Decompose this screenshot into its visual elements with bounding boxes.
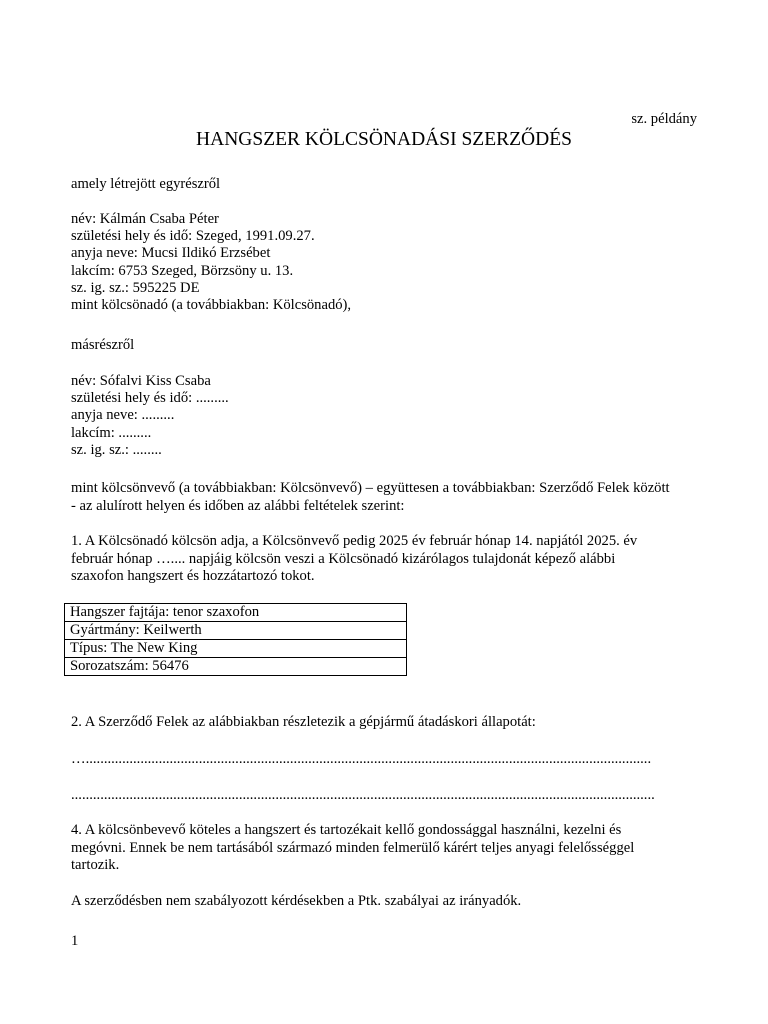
table-row <box>65 640 407 658</box>
other-side-text: másrészről <box>71 337 135 353</box>
parties-line: mint kölcsönvevő (a továbbiakban: Kölcsönvevő) – együttesen a továbbiakban: Szerződő Felek között <box>71 480 670 496</box>
lender-id: sz. ig. sz.: 595225 DE <box>71 279 200 296</box>
borrower-id: sz. ig. sz.: ........ <box>71 441 162 458</box>
borrower-birth: születési hely és idő: ......... <box>71 390 229 407</box>
section-1-line: szaxofon hangszert és hozzátartozó tokot. <box>71 568 315 584</box>
table-row <box>65 658 407 676</box>
borrower-mother: anyja neve: ......... <box>71 407 175 424</box>
parties-line: - az alulírott helyen és időben az alábbi feltételek szerint: <box>71 497 405 514</box>
lender-mother: anyja neve: Mucsi Ildikó Erzsébet <box>71 245 271 262</box>
condition-fill-line-1: …........................................................................................................................................................... <box>71 751 652 767</box>
document-title: HANGSZER KÖLCSÖNADÁSI SZERZŐDÉS <box>196 129 572 150</box>
section-1-line: 1. A Kölcsönadó kölcsön adja, a Kölcsönvevő pedig 2025 év február hónap 14. napjától 2025. év <box>71 533 638 549</box>
closing-text: A szerződésben nem szabályozott kérdésekben a Ptk. szabályai az irányadók. <box>71 893 522 909</box>
instrument-model-cell: Típus: The New King <box>65 640 407 658</box>
borrower-details <box>71 373 701 459</box>
section-4-paragraph <box>71 822 701 875</box>
table-row <box>65 604 407 622</box>
lender-address: lakcím: 6753 Szeged, Börzsöny u. 13. <box>71 262 294 279</box>
instrument-type-cell: Hangszer fajtája: tenor szaxofon <box>65 604 407 622</box>
section-1-paragraph <box>71 533 701 586</box>
table-row <box>65 622 407 640</box>
section-1-line: február hónap ….... napjáig kölcsön veszi a Kölcsönadó kizárólagos tulajdonát képező alábbi <box>71 550 616 567</box>
section-2-text: 2. A Szerződő Felek az alábbiakban részletezik a gépjármű átadáskori állapotát: <box>71 714 536 730</box>
section-4-line: 4. A kölcsönbevevő köteles a hangszert és tartozékait kellő gondossággal használni, kezelni és <box>71 822 622 838</box>
lender-details <box>71 211 701 314</box>
intro-text: amely létrejött egyrészről <box>71 176 221 192</box>
copy-number-label: sz. példány <box>631 111 697 127</box>
parties-paragraph <box>71 480 701 515</box>
borrower-name: név: Sófalvi Kiss Csaba <box>71 373 211 389</box>
instrument-serial-cell: Sorozatszám: 56476 <box>65 658 407 676</box>
page-number: 1 <box>71 933 79 949</box>
lender-name: név: Kálmán Csaba Péter <box>71 211 219 227</box>
section-4-line: megóvni. Ennek be nem tartásából származó minden felmerülő kárért teljes anyagi felelősséggel <box>71 839 635 856</box>
section-4-line: tartozik. <box>71 857 120 873</box>
instrument-make-cell: Gyártmány: Keilwerth <box>65 622 407 640</box>
borrower-address: lakcím: ......... <box>71 424 152 441</box>
lender-role: mint kölcsönadó (a továbbiakban: Kölcsönadó), <box>71 297 352 314</box>
condition-fill-line-2: ................................................................................................................................................................ <box>71 787 655 803</box>
lender-birth: születési hely és idő: Szeged, 1991.09.27. <box>71 228 315 245</box>
instrument-table <box>64 603 407 676</box>
